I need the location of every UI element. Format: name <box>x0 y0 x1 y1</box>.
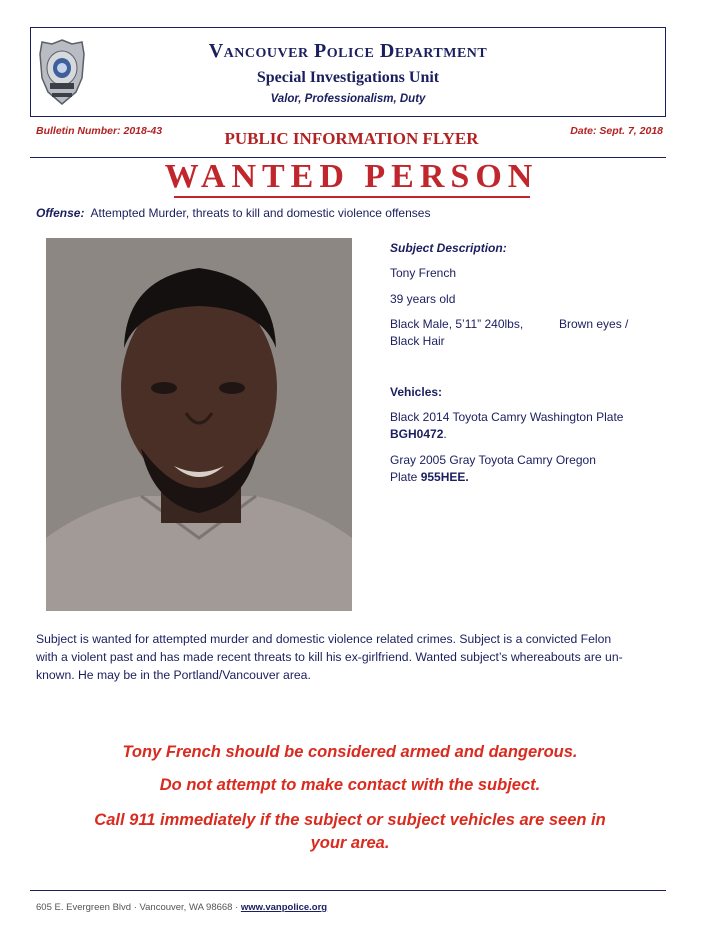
vehicle-2-plate-line <box>390 469 469 486</box>
summary-line-2: with a violent past and has made recent threats to kill his ex-girlfriend. Wanted subject’s whereabouts are un- <box>36 650 623 664</box>
vehicles-heading: Vehicles: <box>390 385 443 399</box>
subject-eyes: Brown eyes / <box>559 317 629 331</box>
bulletin-number: Bulletin Number: 2018-43 <box>36 125 163 137</box>
warning-armed: Tony French should be considered armed and dangerous. <box>122 743 578 761</box>
warning-call-911 <box>50 809 650 855</box>
header-box <box>30 27 666 117</box>
vehicle-1-description: Black 2014 Toyota Camry Washington Plate <box>390 410 624 424</box>
vehicle-2-description: Gray 2005 Gray Toyota Camry Oregon <box>390 453 596 467</box>
subject-name: Tony French <box>390 266 457 280</box>
summary-line-3: known. He may be in the Portland/Vancouver area. <box>36 668 311 682</box>
case-summary <box>36 630 666 684</box>
vehicle-1-plate: BGH0472 <box>390 427 444 441</box>
offense-text: Attempted Murder, threats to kill and domestic violence offenses <box>90 206 431 220</box>
warning-call-911-line-2: your area. <box>310 834 390 852</box>
footer-divider <box>30 890 666 891</box>
flyer-title: PUBLIC INFORMATION FLYER <box>224 129 479 148</box>
summary-line-1: Subject is wanted for attempted murder and domestic violence related crimes. Subject is a convicted Felon <box>36 632 612 646</box>
footer <box>36 902 327 913</box>
unit-name: Special Investigations Unit <box>256 69 440 86</box>
vehicle-2-plate-prefix: Plate <box>390 470 421 484</box>
subject-heading: Subject Description: <box>390 241 507 255</box>
vehicle-1-plate-line <box>390 426 447 443</box>
warning-call-911-line-1: Call 911 immediately if the subject or subject vehicles are seen in <box>94 811 606 829</box>
wanted-title: WANTED PERSON <box>164 158 539 195</box>
department-name: Vancouver Police Department <box>208 40 488 62</box>
offense-line <box>36 206 430 220</box>
wanted-underline <box>174 196 530 198</box>
website-link[interactable]: www.vanpolice.org <box>240 902 328 913</box>
vehicle-2-plate: 955HEE. <box>420 470 469 484</box>
vehicle-1-period: . <box>443 427 447 441</box>
suspect-photo <box>46 238 352 611</box>
subject-physical: Black Male, 5’11” 240lbs, <box>390 317 524 331</box>
motto: Valor, Professionalism, Duty <box>270 93 426 105</box>
footer-address: 605 E. Evergreen Blvd · Vancouver, WA 98668 · <box>36 902 241 913</box>
warning-no-contact: Do not attempt to make contact with the subject. <box>159 776 541 794</box>
subject-age: 39 years old <box>390 292 456 306</box>
offense-label: Offense: <box>36 206 85 220</box>
bulletin-date: Date: Sept. 7, 2018 <box>570 125 663 137</box>
subject-hair: Black Hair <box>390 334 445 348</box>
